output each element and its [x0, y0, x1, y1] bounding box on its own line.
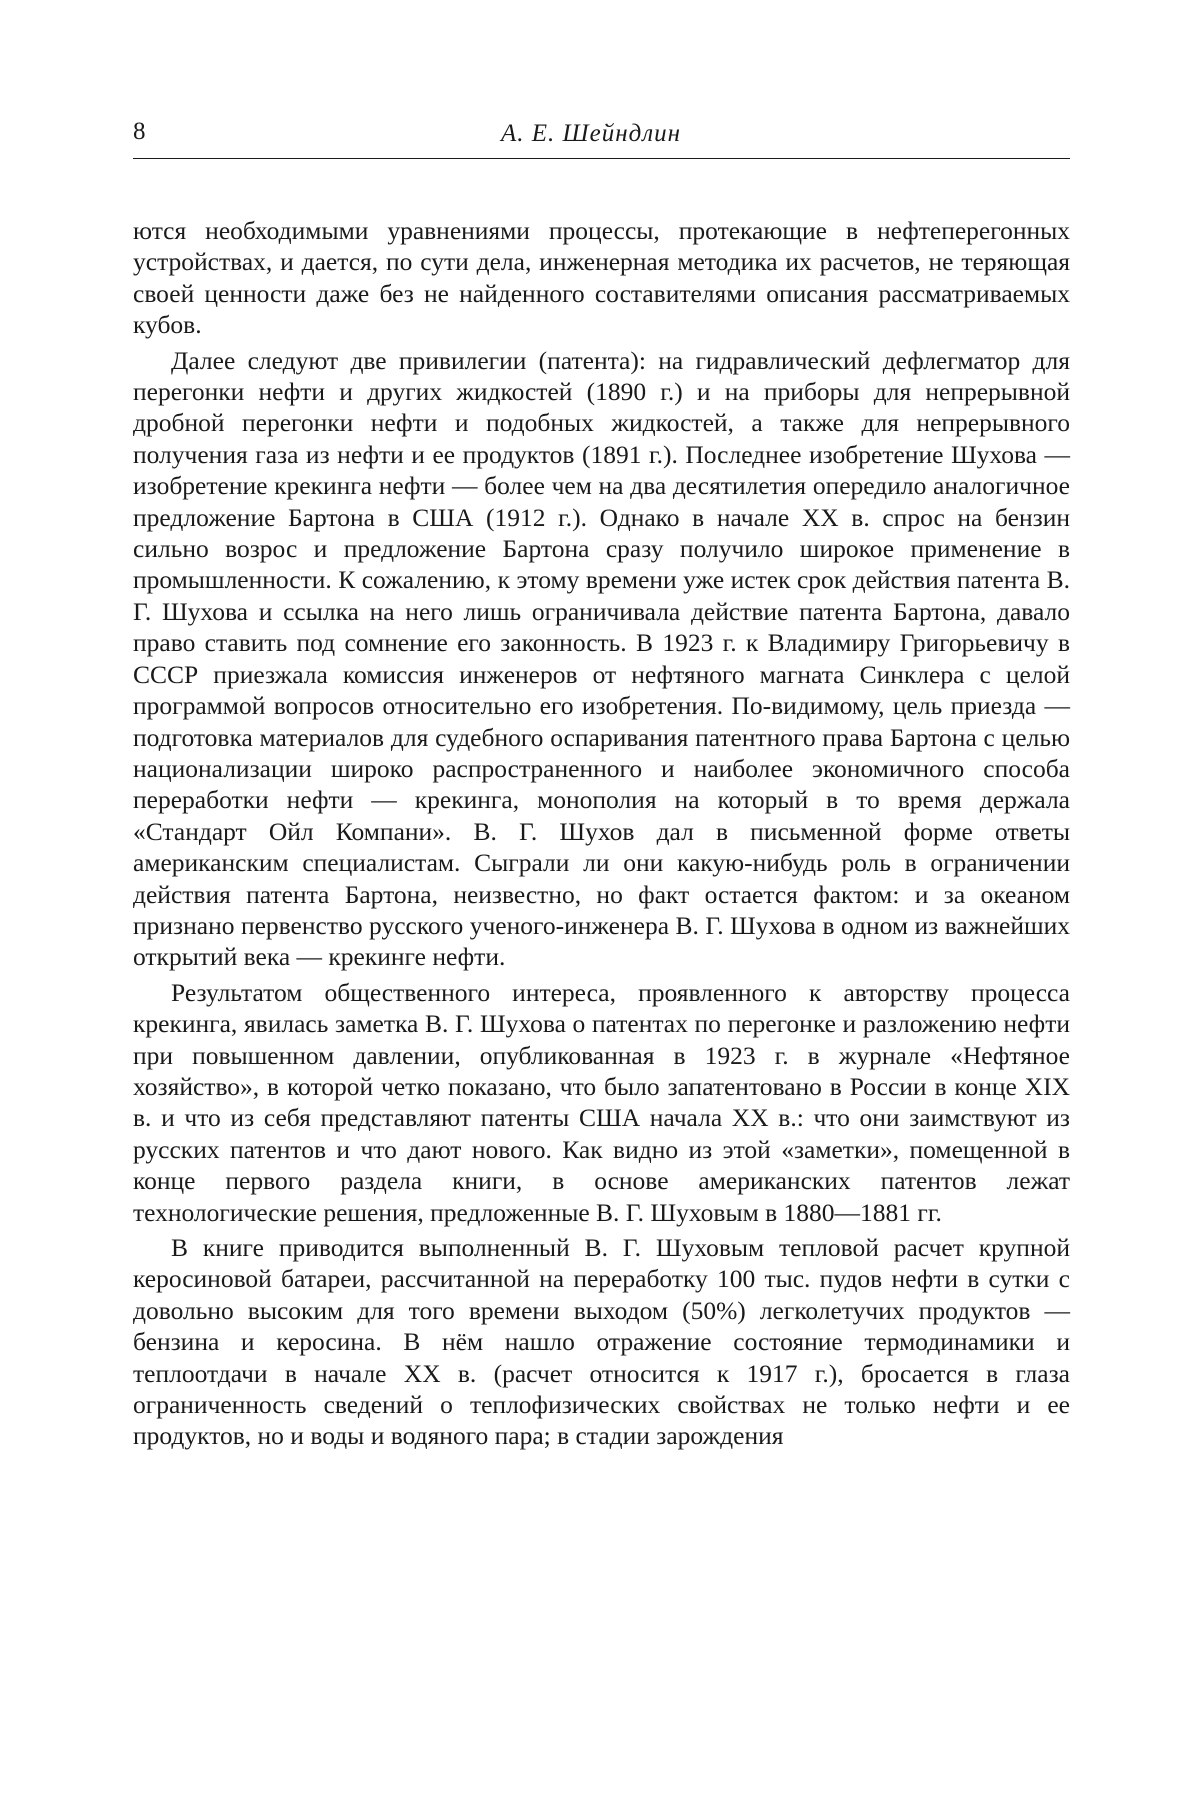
paragraph-public-interest: Результатом общественного интереса, проявленного к авторству процесса крекинга, явилась заметка В. Г. Шухова о патентах по перегонке и разложению нефти при повышенном давлении, опубликованная в 1923 г. в журнале «Нефтяное хозяйство», в которой четко показано, что было запатентовано в России в конце XIX в. и что из себя представляют патенты США начала XX в.: что они заимствуют из русских патентов и что дают нового. Как видно из этой «заметки», помещенной в конце первого раздела книги, в основе американских патентов лежат технологические решения, предложенные В. Г. Шуховым в 1880—1881 гг. [133, 977, 1070, 1228]
paragraph-continuation: ются необходимыми уравнениями процессы, протекающие в нефтеперегонных устройствах, и дается, по сути дела, инженерная методика их расчетов, не теряющая своей ценности даже без не найденного составителями описания рассматриваемых кубов. [133, 215, 1070, 341]
book-page [133, 112, 1070, 1452]
paragraph-patents: Далее следуют две привилегии (патента): на гидравлический дефлегматор для перегонки нефти и других жидкостей (1890 г.) и на приборы для непрерывной дробной перегонки нефти и подобных жидкостей, а также для непрерывного получения газа из нефти и ее продуктов (1891 г.). Последнее изобретение Шухова — изобретение крекинга нефти — более чем на два десятилетия опередило аналогичное предложение Бартона в США (1912 г.). Однако в начале XX в. спрос на бензин сильно возрос и предложение Бартона сразу получило широкое применение в промышленности. К сожалению, к этому времени уже истек срок действия патента В. Г. Шухова и ссылка на него лишь ограничивала действие патента Бартона, давало право ставить под сомнение его законность. В 1923 г. к Владимиру Григорьевичу в СССР приезжала комиссия инженеров от нефтяного магната Синклера с целой программой вопросов относительно его изобретения. По-видимому, цель приезда — подготовка материалов для судебного оспаривания патентного права Бартона с целью национализации широко распространенного и наиболее экономичного способа переработки нефти — крекинга, монополия на который в то время держала «Стандарт Ойл Компани». В. Г. Шухов дал в письменной форме ответы американским специалистам. Сыграли ли они какую-нибудь роль в ограничении действия патента Бартона, неизвестно, но факт остается фактом: и за океаном признано первенство русского ученого-инженера В. Г. Шухова в одном из важнейших открытий века — крекинге нефти. [133, 345, 1070, 973]
body-text [133, 215, 1070, 1452]
running-header [133, 112, 1070, 159]
paragraph-thermal-calculation: В книге приводится выполненный В. Г. Шуховым тепловой расчет крупной керосиновой батареи, рассчитанной на переработку 100 тыс. пудов нефти в сутки с довольно высоким для того времени выходом (50%) легколетучих продуктов — бензина и керосина. В нём нашло отражение состояние термодинамики и теплоотдачи в начале XX в. (расчет относится к 1917 г.), бросается в глаза ограниченность сведений о теплофизических свойствах не только нефти и ее продуктов, но и воды и водяного пара; в стадии зарождения [133, 1232, 1070, 1452]
running-title: А. Е. Шейндлин [501, 120, 681, 148]
page-number: 8 [133, 118, 146, 146]
